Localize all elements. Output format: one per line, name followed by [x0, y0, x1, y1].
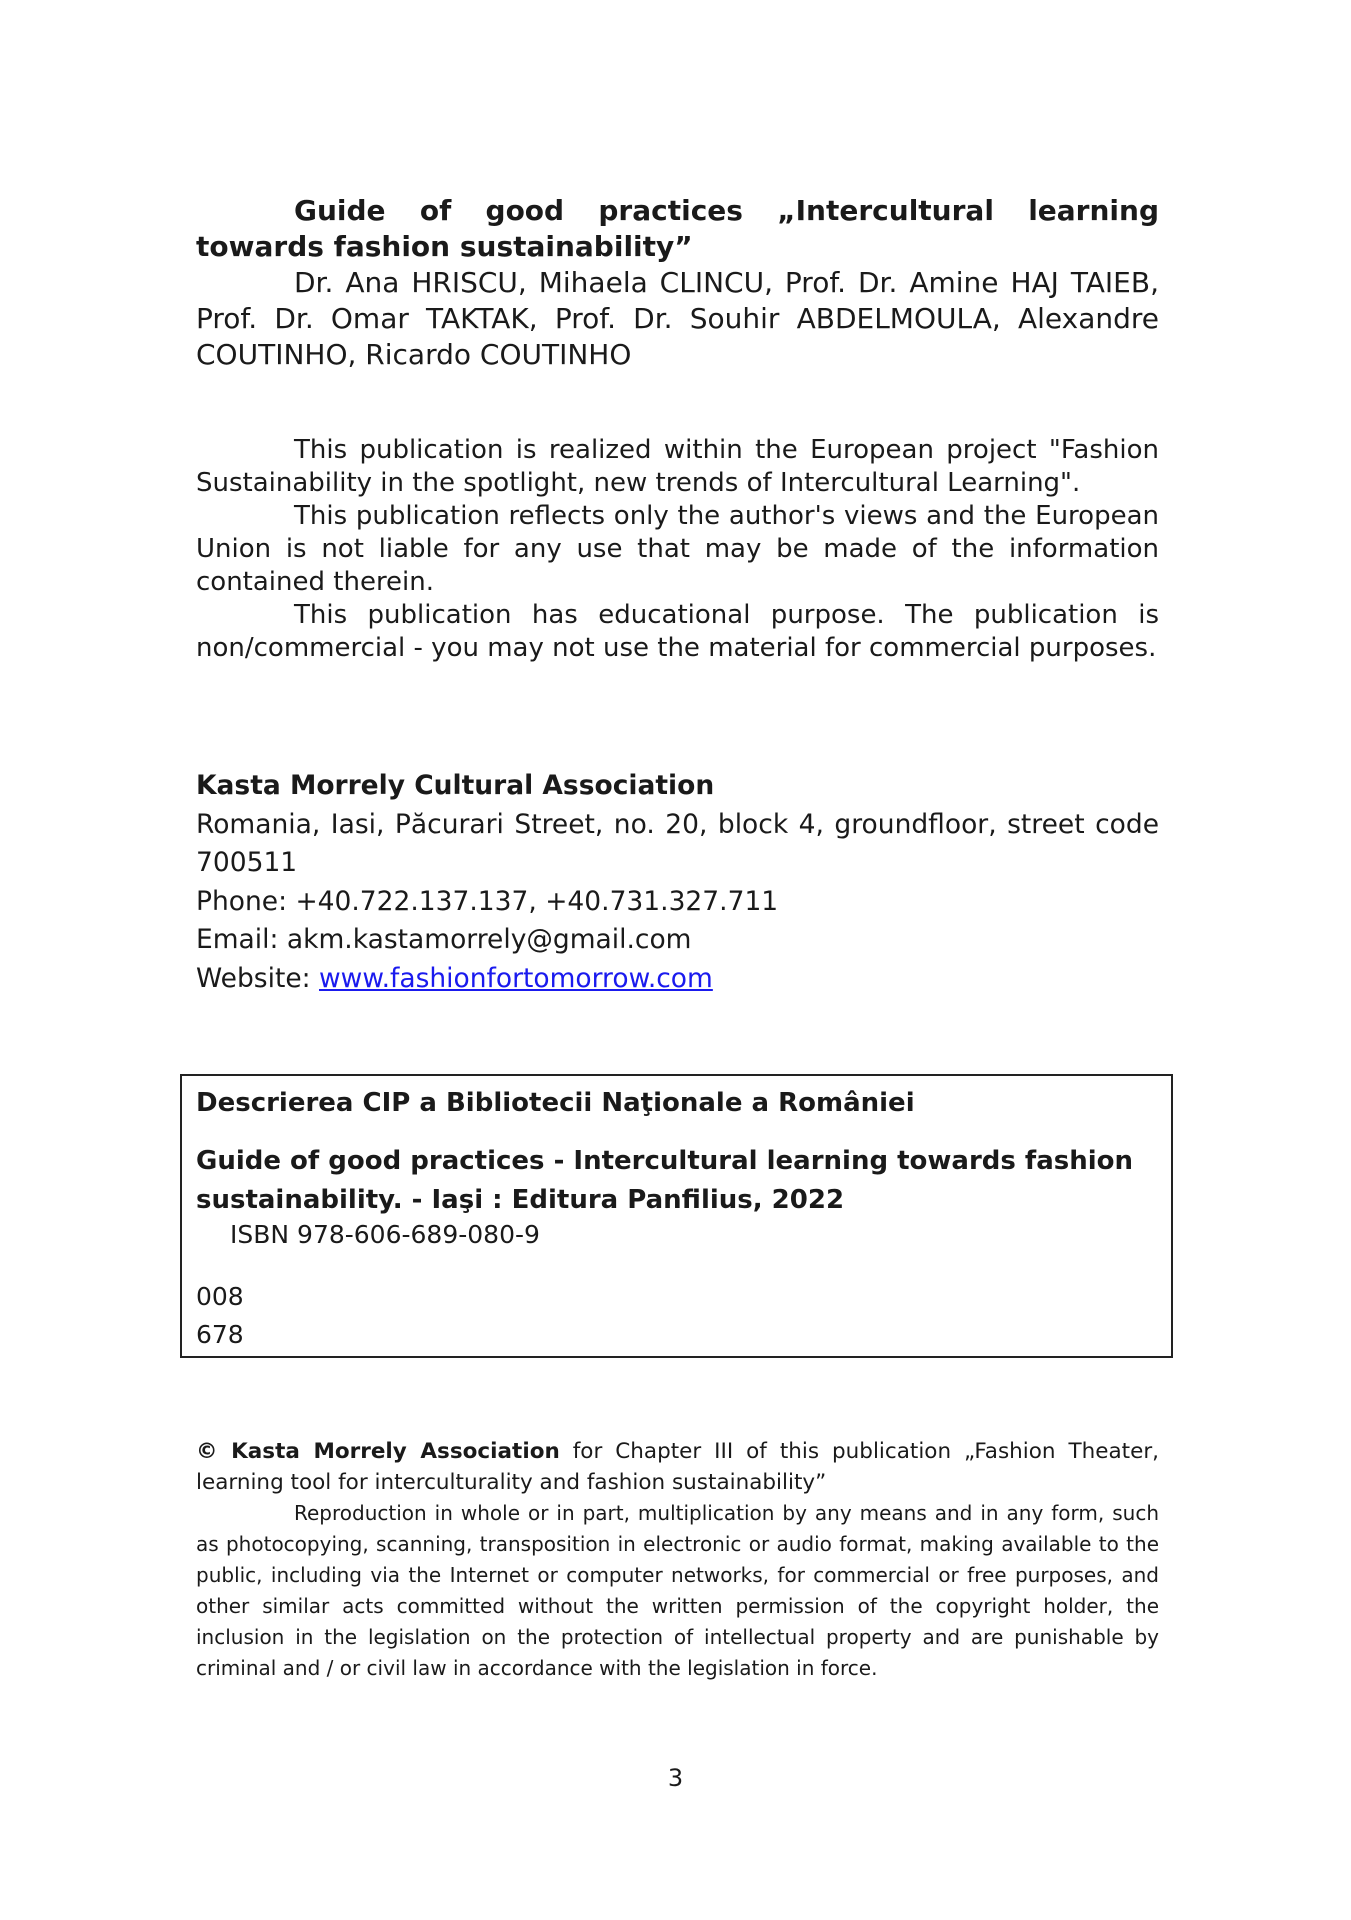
association-address: Romania, Iasi, Păcurari Street, no. 20, block 4, groundfloor, street code 700511 [196, 808, 1159, 878]
reproduction-notice: Reproduction in whole or in part, multiplication by any means and in any form, such as photocopying, scanning, transposition in electronic or audio format, making available to the public, including via the Internet or computer networks, for commercial or free purposes, and other similar acts committed without the written permission of the copyright holder, the inclusion in the legislation on the protection of intellectual property and are punishable by criminal and / or civil law in accordance with the legislation in force. [196, 1501, 1159, 1680]
publication-title: Guide of good practices „Intercultural learning towards fashion sustainability” [196, 194, 1159, 263]
cip-heading: Descrierea CIP a Bibliotecii Naţionale a României [196, 1088, 915, 1118]
copyright-section [196, 1437, 1159, 1684]
authors-list: Dr. Ana HRISCU, Mihaela CLINCU, Prof. Dr. Amine HAJ TAIEB, Prof. Dr. Omar TAKTAK, Prof. Dr. Souhir ABDELMOULA, Alexandre COUTINHO, Ricardo COUTINHO [196, 266, 1159, 371]
copyright-scope: for Chapter III of this publication „Fashion Theater, learning tool for interculturality and fashion sustainability” [196, 1439, 1160, 1495]
cip-description-box [180, 1074, 1173, 1358]
association-name: Kasta Morrely Cultural Association [196, 770, 715, 801]
cip-isbn: ISBN 978-606-689-080-9 [230, 1220, 540, 1249]
association-contact [196, 767, 1159, 998]
website-link[interactable]: www.fashionfortomorrow.com [319, 962, 713, 994]
title-block [196, 193, 1159, 373]
association-phone: Phone: +40.722.137.137, +40.731.327.711 [196, 885, 779, 917]
non-commercial-notice: This publication has educational purpose. The publication is non/commercial - you may not use the material for commercial purposes. [196, 600, 1159, 663]
website-label: Website: [196, 962, 319, 994]
copyright-statement [196, 1437, 1159, 1498]
project-statement: This publication is realized within the European project "Fashion Sustainability in the spotlight, new trends of Intercultural Learning". [196, 435, 1159, 498]
eu-disclaimer: This publication reflects only the author's views and the European Union is not liable for any use that may be made of the information contained therein. [196, 501, 1159, 597]
association-website [196, 960, 1159, 999]
association-email: Email: akm.kastamorrely@gmail.com [196, 924, 692, 955]
cip-title: Guide of good practices - Intercultural learning towards fashion sustainability. - Iaşi : Editura Panfilius, 2022 [196, 1146, 1134, 1215]
page-number: 3 [667, 1764, 684, 1792]
cip-classification-2: 678 [196, 1320, 244, 1349]
copyright-holder: © Kasta Morrely Association [196, 1439, 560, 1464]
disclaimer-section [196, 434, 1159, 665]
cip-classification-1: 008 [196, 1282, 244, 1311]
